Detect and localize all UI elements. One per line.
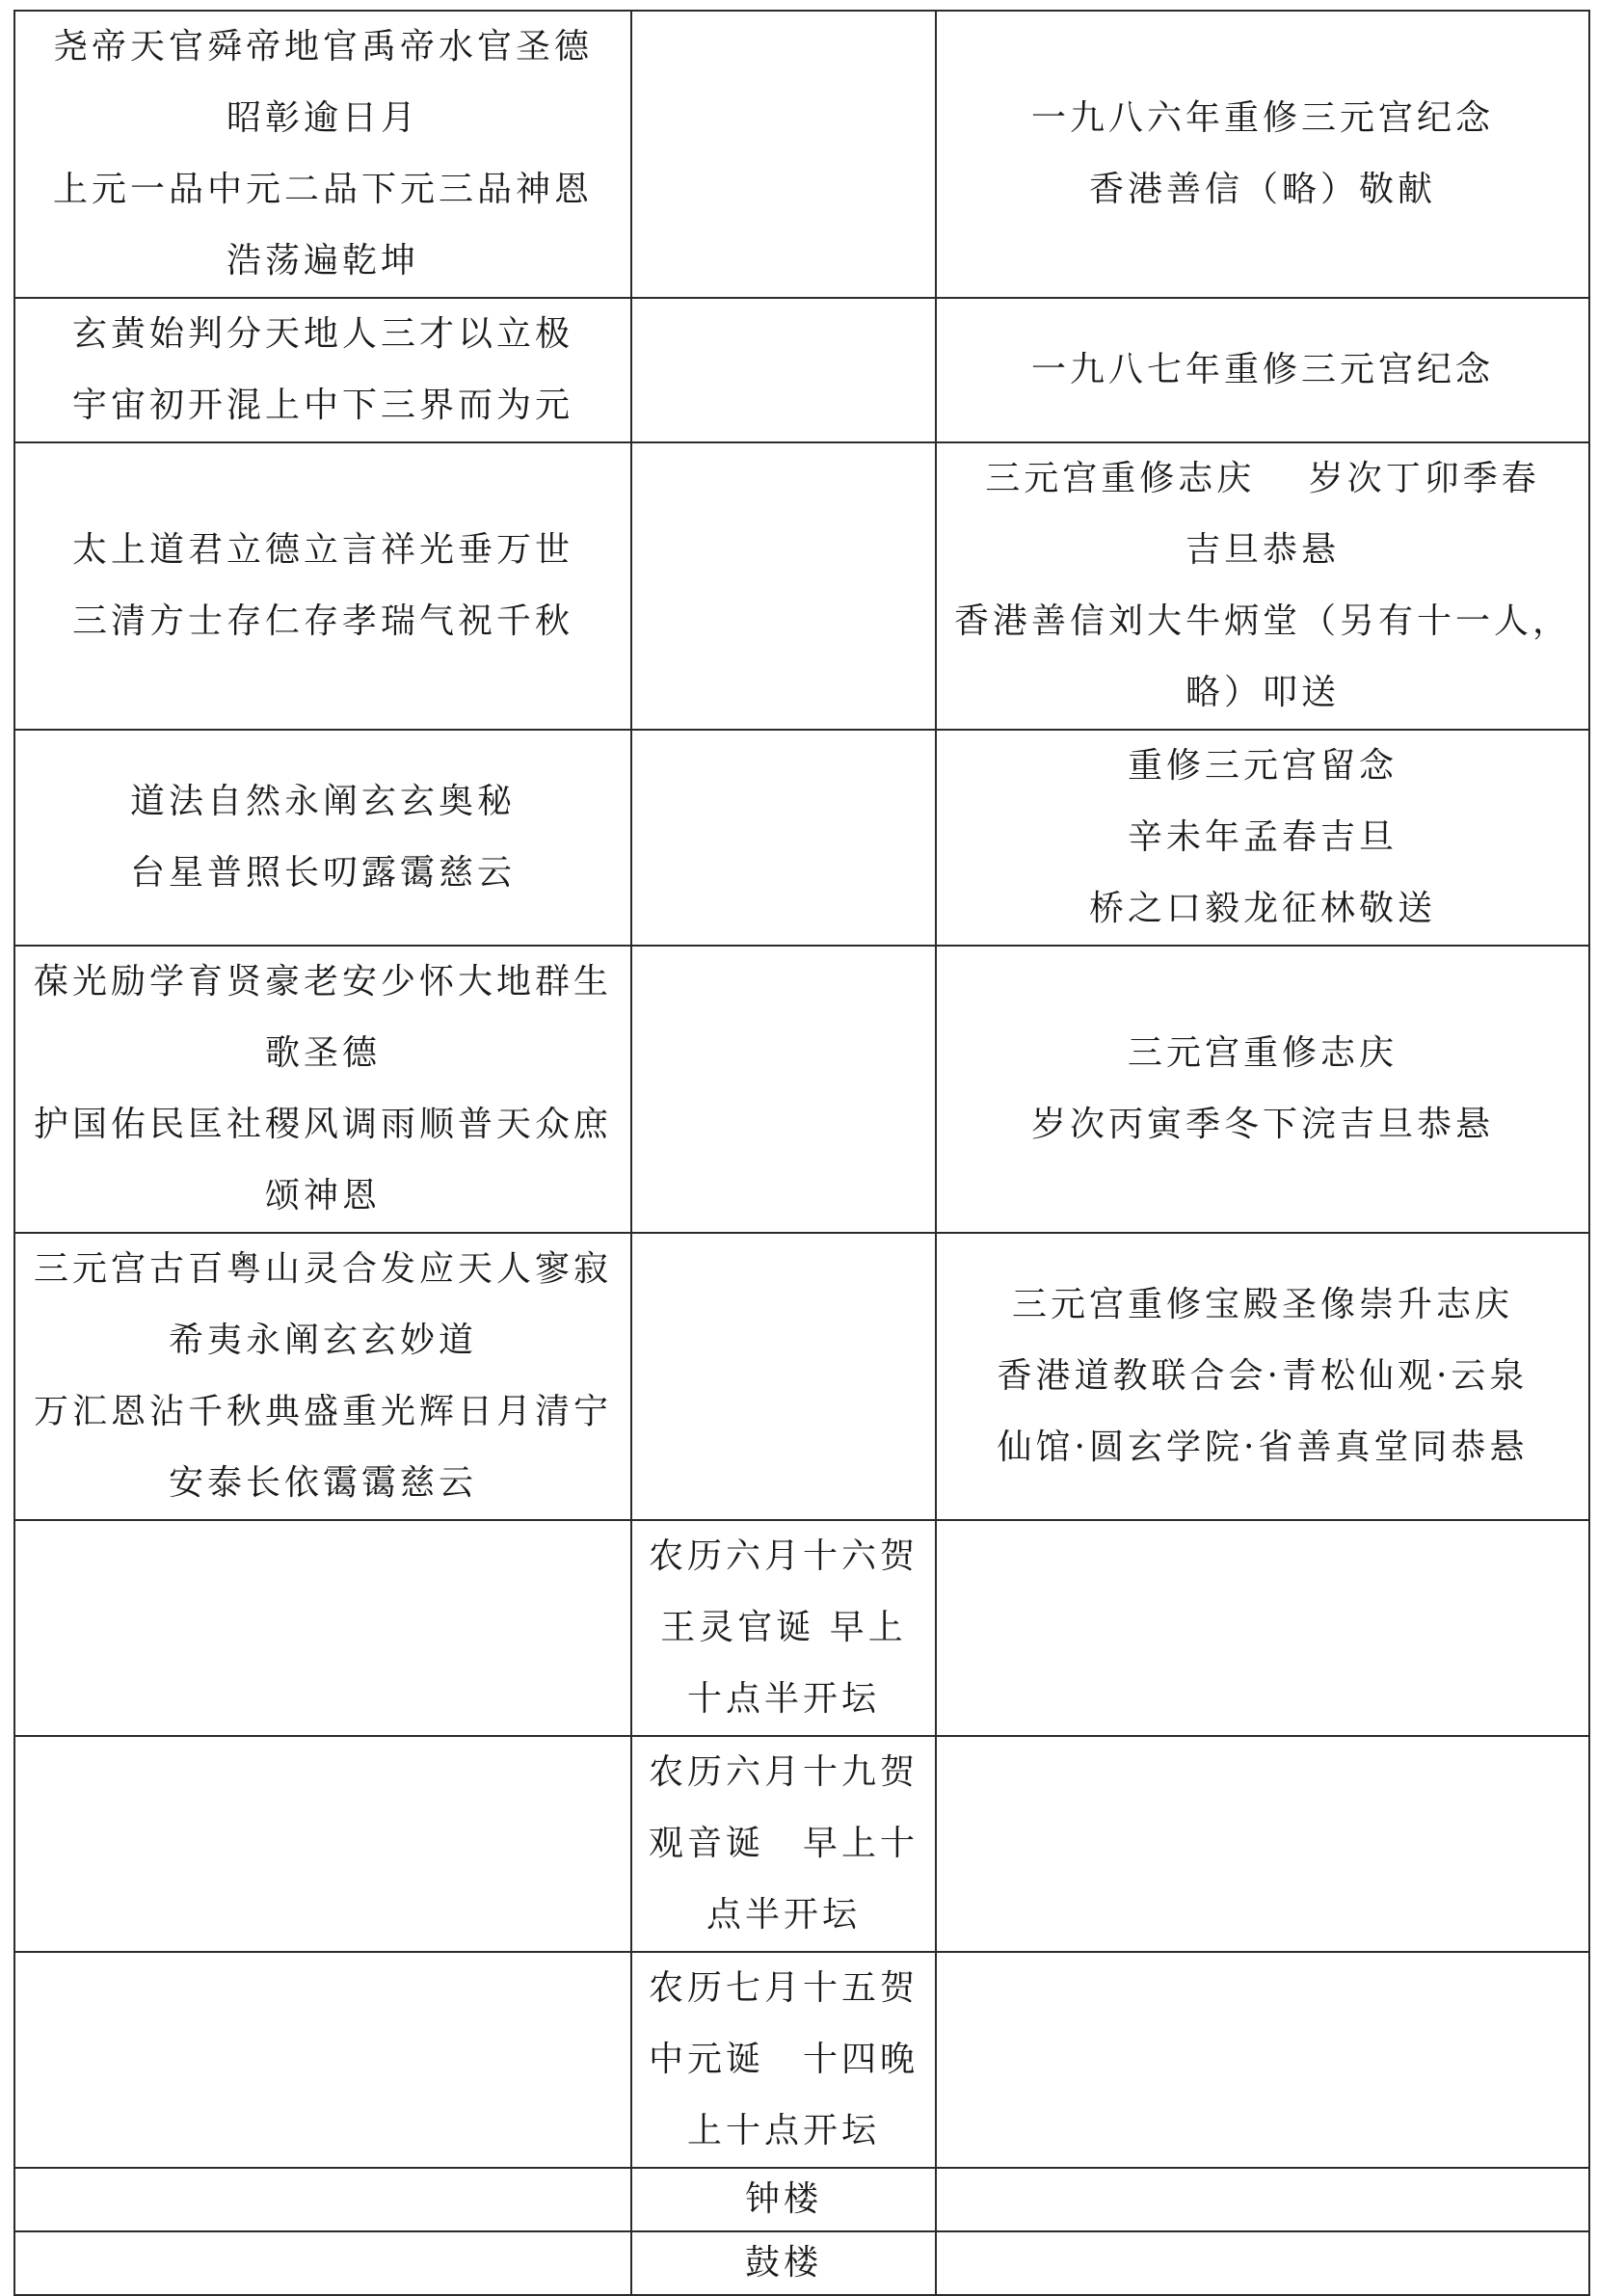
event-cell (631, 730, 936, 946)
text-line: 昭彰逾日月 (226, 98, 419, 138)
table-body (14, 11, 1589, 2295)
text-line: 一九八七年重修三元宫纪念 (1030, 350, 1494, 389)
dedication-cell (936, 946, 1589, 1233)
text-line: 三元宫古百粤山灵合发应天人寥寂 (33, 1249, 612, 1289)
event-cell (631, 2231, 936, 2295)
text-line: 三元宫重修志庆 岁次丁卯季春 (985, 459, 1540, 498)
table-row (14, 298, 1589, 442)
inscription-cell (14, 2231, 631, 2295)
text-line: 三元宫重修宝殿圣像崇升志庆 (1011, 1285, 1513, 1324)
text-line: 浩荡遍乾坤 (226, 241, 419, 280)
text-line: 护国佑民匡社稷风调雨顺普天众庶 (33, 1105, 612, 1144)
text-line: 香港道教联合会·青松仙观·云泉 (997, 1356, 1529, 1396)
event-cell (631, 1233, 936, 1520)
text-line: 农历七月十五贺 (648, 1968, 919, 2008)
text-line: 王灵官诞 早上 (660, 1608, 907, 1647)
text-line: 重修三元宫留念 (1127, 746, 1398, 786)
text-line: 上元一品中元二品下元三品神恩 (52, 170, 593, 209)
inscription-cell (14, 2168, 631, 2231)
inscription-cell (14, 730, 631, 946)
event-cell (631, 11, 936, 298)
dedication-cell (936, 442, 1589, 730)
text-line: 辛未年孟春吉旦 (1127, 817, 1398, 857)
text-line: 一九八六年重修三元宫纪念 (1030, 98, 1494, 138)
text-line: 桥之口毅龙征林敬送 (1088, 889, 1436, 928)
text-line: 希夷永阐玄玄妙道 (168, 1321, 477, 1360)
text-line: 太上道君立德立言祥光垂万世 (71, 530, 573, 570)
event-cell (631, 946, 936, 1233)
text-line: 吉旦恭悬 (1185, 530, 1340, 570)
table-row (14, 2168, 1589, 2231)
inscription-cell (14, 946, 631, 1233)
event-cell (631, 1952, 936, 2168)
text-line: 鼓楼 (744, 2243, 822, 2283)
table-row (14, 1736, 1589, 1952)
event-cell (631, 442, 936, 730)
text-line: 玄黄始判分天地人三才以立极 (71, 314, 573, 354)
event-cell (631, 1736, 936, 1952)
text-line: 钟楼 (744, 2179, 822, 2219)
text-line: 略）叩送 (1185, 673, 1340, 712)
dedication-cell (936, 298, 1589, 442)
dedication-cell (936, 1736, 1589, 1952)
text-line: 台星普照长叨露霭慈云 (129, 853, 516, 893)
table-row (14, 442, 1589, 730)
table-row (14, 730, 1589, 946)
dedication-cell (936, 2231, 1589, 2295)
text-line: 上十点开坛 (686, 2111, 880, 2150)
text-line: 观音诞 早上十 (648, 1824, 919, 1863)
text-line: 万汇恩沾千秋典盛重光辉日月清宁 (33, 1392, 612, 1431)
table-row (14, 11, 1589, 298)
text-line: 道法自然永阐玄玄奥秘 (129, 782, 516, 821)
text-line: 农历六月十九贺 (648, 1752, 919, 1792)
text-line: 三元宫重修志庆 (1127, 1033, 1398, 1073)
text-line: 农历六月十六贺 (648, 1536, 919, 1576)
text-line: 颂神恩 (264, 1176, 381, 1215)
text-line: 香港善信（略）敬献 (1088, 170, 1436, 209)
text-line: 十点半开坛 (686, 1679, 880, 1719)
text-line: 岁次丙寅季冬下浣吉旦恭悬 (1030, 1105, 1494, 1144)
table-row (14, 1952, 1589, 2168)
table-row (14, 1520, 1589, 1736)
text-line: 点半开坛 (706, 1895, 861, 1935)
event-cell (631, 1520, 936, 1736)
dedication-cell (936, 1952, 1589, 2168)
inscription-cell (14, 1520, 631, 1736)
inscription-cell (14, 1736, 631, 1952)
event-cell (631, 298, 936, 442)
inscription-cell (14, 11, 631, 298)
dedication-cell (936, 11, 1589, 298)
dedication-cell (936, 1233, 1589, 1520)
text-line: 尧帝天官舜帝地官禹帝水官圣德 (52, 27, 593, 67)
dedication-cell (936, 1520, 1589, 1736)
dedication-cell (936, 2168, 1589, 2231)
dedication-cell (936, 730, 1589, 946)
inscription-cell (14, 1952, 631, 2168)
inscription-cell (14, 1233, 631, 1520)
text-line: 宇宙初开混上中下三界而为元 (71, 386, 573, 425)
text-line: 中元诞 十四晚 (648, 2040, 919, 2079)
table-row (14, 2231, 1589, 2295)
inscriptions-table (13, 10, 1590, 2296)
inscription-cell (14, 442, 631, 730)
text-line: 安泰长依霭霭慈云 (168, 1463, 477, 1503)
text-line: 歌圣德 (264, 1033, 381, 1073)
table-row (14, 1233, 1589, 1520)
text-line: 葆光励学育贤豪老安少怀大地群生 (33, 962, 612, 1001)
event-cell (631, 2168, 936, 2231)
inscription-cell (14, 298, 631, 442)
text-line: 三清方士存仁存孝瑞气祝千秋 (71, 601, 573, 641)
text-line: 仙馆·圆玄学院·省善真堂同恭悬 (997, 1428, 1529, 1467)
text-line: 香港善信刘大牛炳堂（另有十一人， (953, 601, 1571, 641)
table-row (14, 946, 1589, 1233)
